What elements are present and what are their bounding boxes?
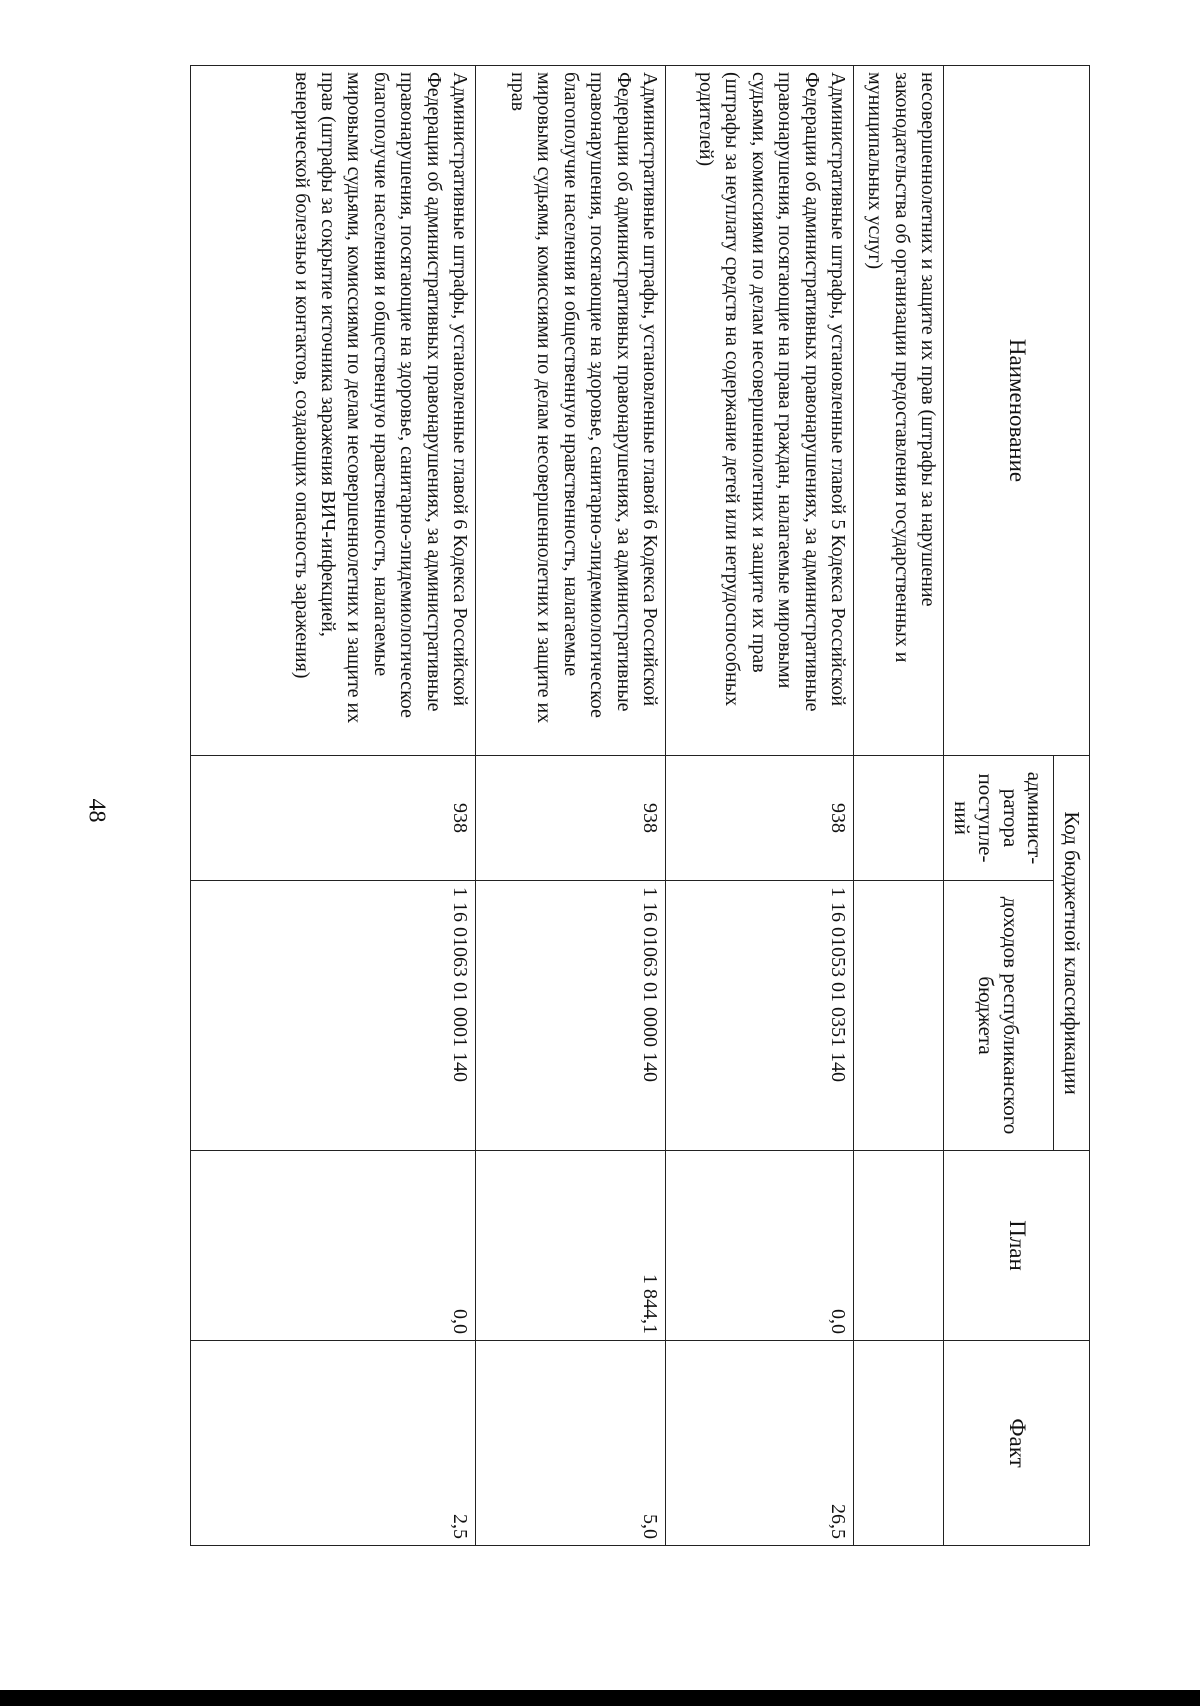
row-admin-code [854,756,944,881]
table-row [666,66,854,1546]
table-row [476,66,666,1546]
header-plan: План [944,1151,1090,1341]
row-name: Административные штрафы, установленные главой 5 Кодекса Российской Федерации об административных правонарушениях, за административные правонарушения, посягающие на права граждан, налагаемые мировыми судьями, комиссиями по делам несовершеннолетних и защите их прав (штрафы за неуплату средств на содержание детей или нетрудоспособных родителей) [666,66,854,756]
row-fact [854,1341,944,1546]
budget-table [190,65,1090,1546]
row-admin-code: 938 [476,756,666,881]
row-admin-code: 938 [191,756,476,881]
header-income: доходов республиканского бюджета [944,881,1054,1151]
table-header [944,66,1090,1546]
table-row [854,66,944,1546]
header-name: Наименование [944,66,1090,756]
row-income-code [854,881,944,1151]
header-admin: админист-ратора поступле-ний [944,756,1054,881]
header-fact: Факт [944,1341,1090,1546]
row-income-code: 1 16 01063 01 0001 140 [191,881,476,1151]
scan-bottom-band [0,1690,1200,1706]
page-number-text: 48 [83,798,110,822]
row-admin-code: 938 [666,756,854,881]
table-body [191,66,944,1546]
row-plan [854,1151,944,1341]
rotated-page-content [190,65,1090,1545]
row-name: Административные штрафы, установленные главой 6 Кодекса Российской Федерации об административных правонарушениях, за административные правонарушения, посягающие на здоровье, санитарно-эпидемиологическое благополучие населения и общественную нравственность, налагаемые мировыми судьями, комиссиями по делам несовершеннолетних и защите их прав [476,66,666,756]
header-code-group: Код бюджетной классификации [1054,756,1090,1151]
row-plan: 0,0 [666,1151,854,1341]
row-fact: 2,5 [191,1341,476,1546]
row-plan: 0,0 [191,1151,476,1341]
table-row [191,66,476,1546]
row-income-code: 1 16 01053 01 0351 140 [666,881,854,1151]
row-fact: 26,5 [666,1341,854,1546]
row-plan: 1 844,1 [476,1151,666,1341]
row-name: Административные штрафы, установленные главой 6 Кодекса Российской Федерации об административных правонарушениях, за административные правонарушения, посягающие на здоровье, санитарно-эпидемиологическое благополучие населения и общественную нравственность, налагаемые мировыми судьями, комиссиями по делам несовершеннолетних и защите их прав (штрафы за сокрытие источника заражения ВИЧ-инфекцией, венерической болезнью и контактов, создающих опасность заражения) [191,66,476,756]
row-income-code: 1 16 01063 01 0000 140 [476,881,666,1151]
page-number [80,790,112,830]
row-fact: 5,0 [476,1341,666,1546]
row-name: несовершеннолетних и защите их прав (штрафы за нарушение законодательства об организации предоставления государственных и муниципальных услуг) [854,66,944,756]
